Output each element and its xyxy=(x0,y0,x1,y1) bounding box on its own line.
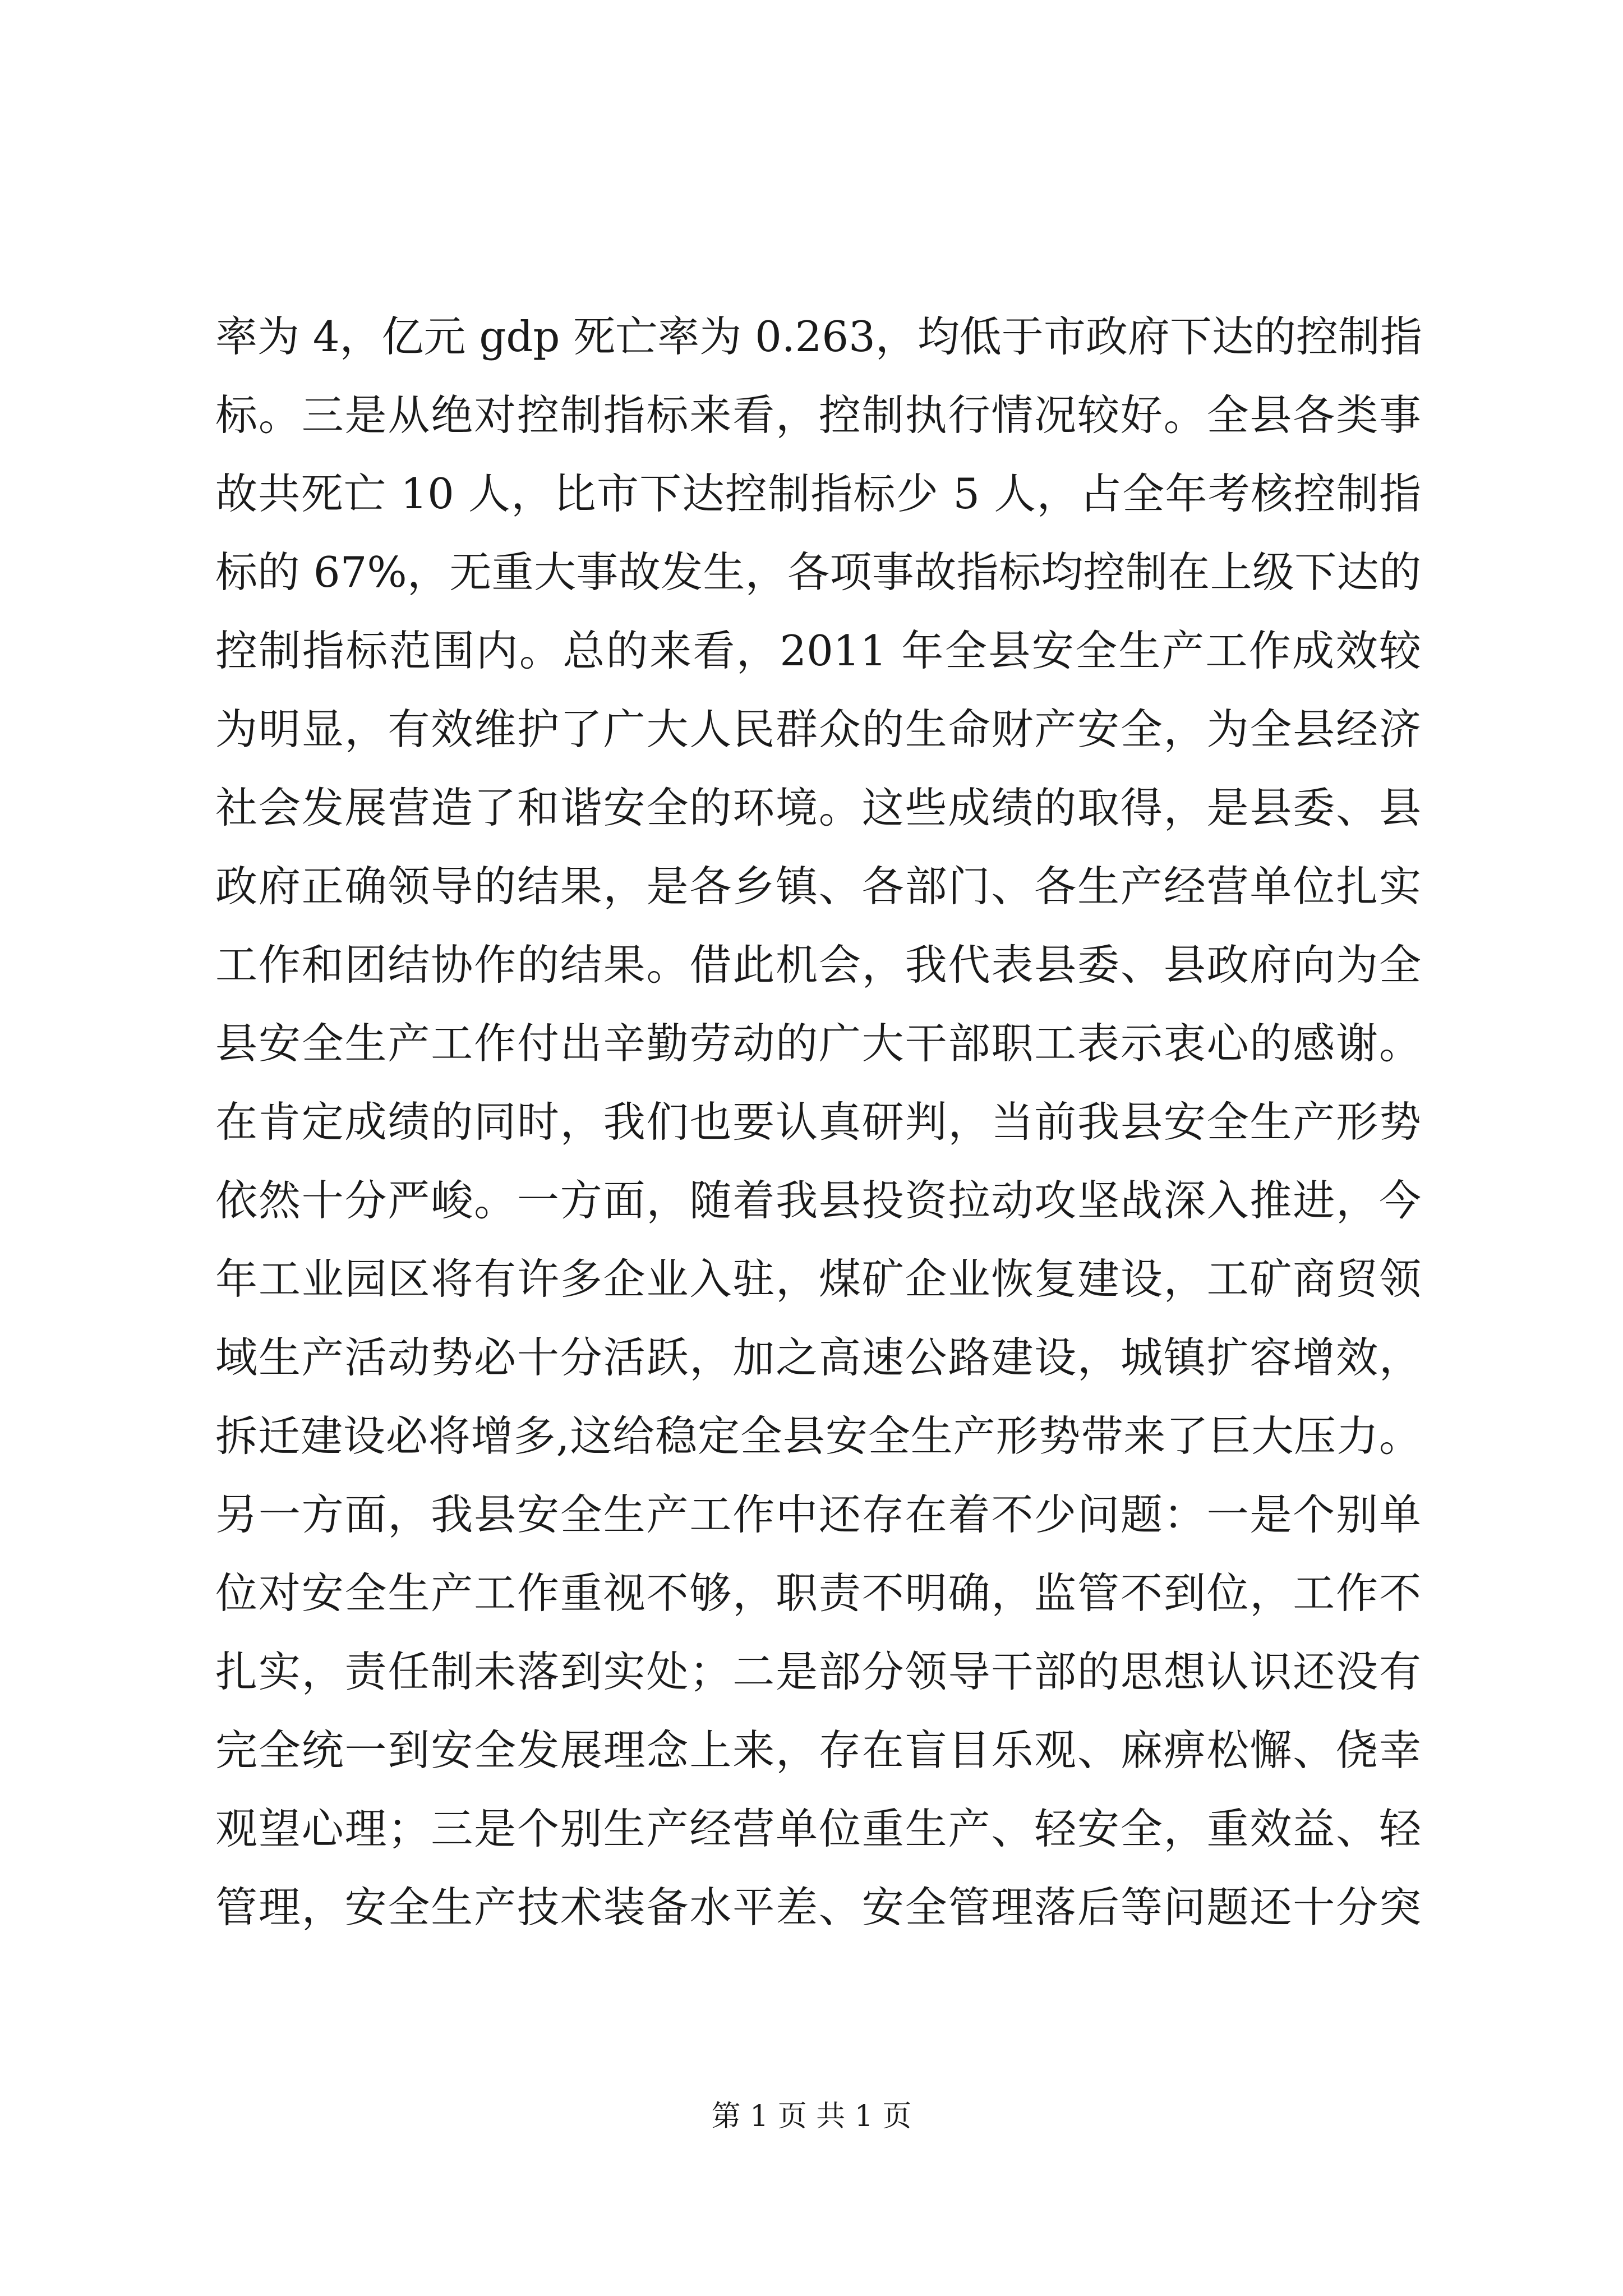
text-line: 工作和团结协作的结果。借此机会，我代表县委、县政府向为全 xyxy=(215,940,1421,990)
text-line: 率为 4，亿元 gdp 死亡率为 0.263，均低于市政府下达的控制指 xyxy=(215,312,1422,361)
text-line: 为明显，有效维护了广大人民群众的生命财产安全，为全县经济 xyxy=(215,705,1421,754)
text-line: 管理，安全生产技术装备水平差、安全管理落后等问题还十分突 xyxy=(215,1883,1421,1932)
text-line: 扎实，责任制未落到实处；二是部分领导干部的思想认识还没有 xyxy=(215,1647,1421,1696)
text-line: 标的 67%，无重大事故发生，各项事故指标均控制在上级下达的 xyxy=(215,547,1421,597)
text-line: 拆迁建设必将增多,这给稳定全县安全生产形势带来了巨大压力。 xyxy=(215,1411,1421,1461)
page-footer: 第 1 页 共 1 页 xyxy=(711,2100,912,2133)
text-line: 观望心理；三是个别生产经营单位重生产、轻安全，重效益、轻 xyxy=(215,1804,1421,1853)
text-line: 依然十分严峻。一方面，随着我县投资拉动攻坚战深入推进，今 xyxy=(215,1176,1421,1225)
text-line: 县安全生产工作付出辛勤劳动的广大干部职工表示衷心的感谢。 xyxy=(215,1019,1421,1068)
text-line: 位对安全生产工作重视不够，职责不明确，监管不到位，工作不 xyxy=(215,1568,1421,1618)
text-line: 年工业园区将有许多企业入驻，煤矿企业恢复建设，工矿商贸领 xyxy=(215,1254,1421,1304)
text-line: 社会发展营造了和谐安全的环境。这些成绩的取得，是县委、县 xyxy=(215,783,1421,832)
text-line: 控制指标范围内。总的来看，2011 年全县安全生产工作成效较 xyxy=(215,626,1421,675)
text-line: 另一方面，我县安全生产工作中还存在着不少问题：一是个别单 xyxy=(215,1490,1421,1539)
text-line: 域生产活动势必十分活跃，加之高速公路建设，城镇扩容增效， xyxy=(215,1333,1421,1382)
text-line: 完全统一到安全发展理念上来，存在盲目乐观、麻痹松懈、侥幸 xyxy=(215,1726,1421,1775)
text-line: 故共死亡 10 人，比市下达控制指标少 5 人，占全年考核控制指 xyxy=(215,469,1421,518)
text-line: 在肯定成绩的同时，我们也要认真研判，当前我县安全生产形势 xyxy=(215,1097,1421,1147)
text-line: 标。三是从绝对控制指标来看，控制执行情况较好。全县各类事 xyxy=(215,390,1421,440)
body-text xyxy=(215,297,1421,1947)
text-line: 政府正确领导的结果，是各乡镇、各部门、各生产经营单位扎实 xyxy=(215,862,1421,911)
